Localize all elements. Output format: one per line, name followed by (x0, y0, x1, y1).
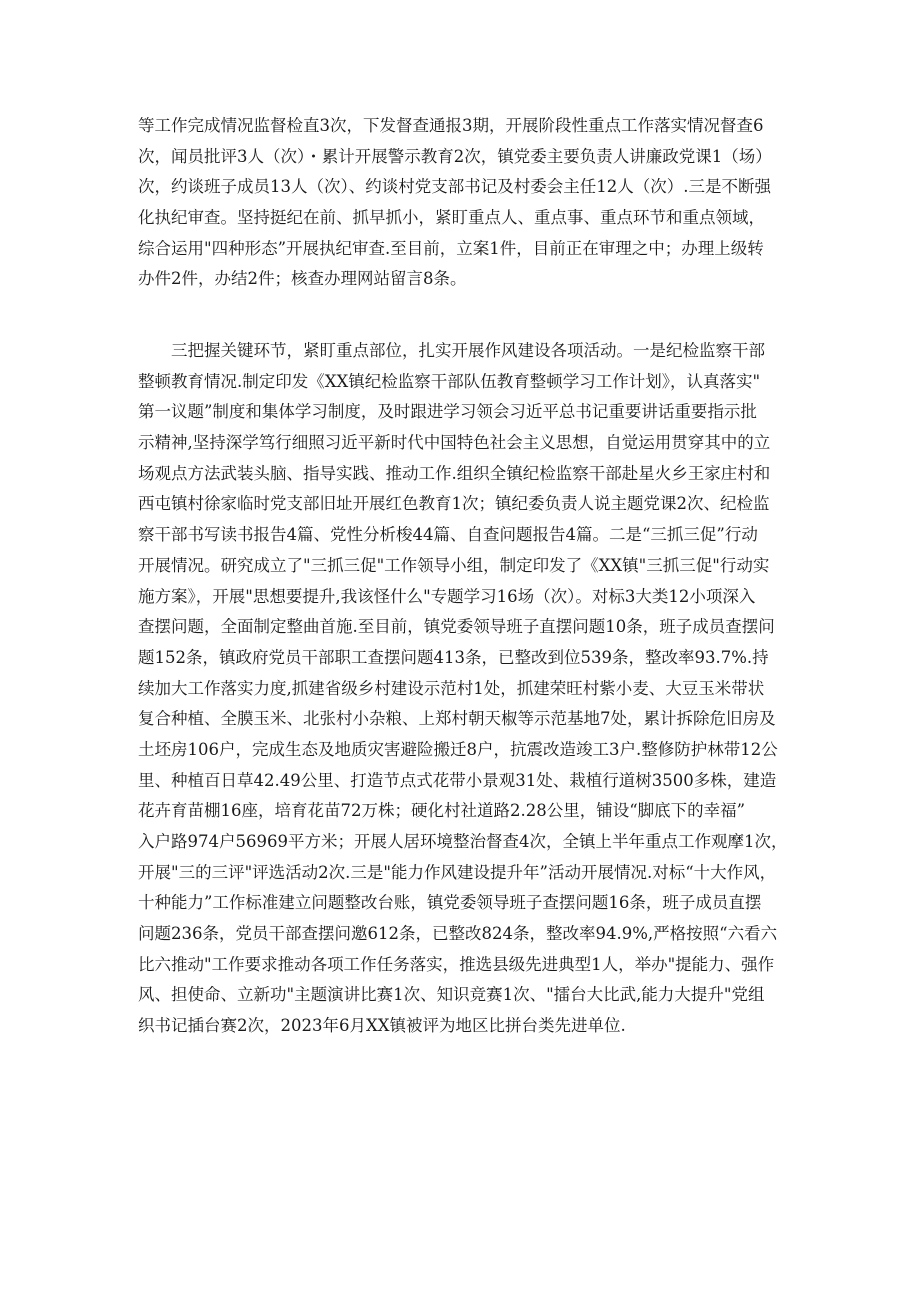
paragraph-2-line: 示精神,坚持深学笃行细照习近平新时代中国特色社会主义思想，自觉运用贯穿其中的立 (138, 433, 771, 453)
paragraph-2-first-line: 三把握关键环节，紧盯重点部位，扎实开展作风建设各项活动。一是纪检监察干部 (171, 341, 765, 360)
paragraph-1-line: 等工作完成情况监督检直3次，下发督查通报3期，开展阶段性重点工作落实情况督查6 (138, 116, 764, 135)
paragraph-1-line: 次，闻员批评3人（次）・累计开展警示教育2次，镇党委主要负责人讲廉政党课1（场） (138, 146, 772, 166)
paragraph-2-line: 织书记插台赛2次，2023年6月XX镇被评为地区比拼台类先进单位. (138, 1016, 626, 1036)
paragraph-2-line: 开展情况。研究成立了"三抓三促"工作领导小组，制定印发了《XX镇"三抓三促"行动实 (138, 555, 770, 575)
paragraph-1-line: 次，约谈班子成员13人（次）、约谈村党支部书记及村委会主任12人（次）.三是不断强 (138, 177, 771, 197)
paragraph-1 (138, 111, 788, 295)
paragraph-2-line: 第一议题”制度和集体学习制度，及时跟进学习领会习近平总书记重要讲话重要指示批 (138, 402, 757, 422)
paragraph-1-line: 化执纪审查。坚持挺纪在前、抓早抓小，紧盯重点人、重点事、重点环节和重点领域， (138, 208, 765, 228)
paragraph-2-line: 开展"三的三评"评选活动2次.三是"能力作风建设提升年”活动开展情况.对标“十大作风， (138, 862, 777, 882)
paragraph-2-line: 施方案》，开展"思想要提升,我该怪什么"专题学习16场（次）。对标3大类12小项深入 (138, 586, 756, 606)
paragraph-2-line: 续加大工作落实力度,抓建省级乡村建设示范村1处，抓建荣旺村紫小麦、大豆玉米带状 (138, 678, 765, 698)
paragraph-2-line: 十种能力”工作标准建立问题整改台账，镇党委领导班子查摆问题16条，班子成员直摆 (138, 893, 762, 913)
paragraph-2-line: 场观点方法武装头脑、指导实践、推动工作.组织全镇纪检监察干部赴星火乡王家庄村和 (138, 463, 771, 483)
paragraph-2-line: 里、种植百日草42.49公里、打造节点式花带小景观31处、栽植行道树3500多株，建造 (138, 770, 777, 790)
paragraph-2-line: 比六推动"工作要求推动各项工作任务落实，推选县级先进典型1人，举办"提能力、强作 (138, 954, 775, 974)
paragraph-2-line: 花卉育苗棚16座，培育花苗72万株；硬化村社道路2.28公里，铺设“脚底下的幸福” (138, 801, 746, 821)
paragraph-2 (138, 336, 788, 1042)
paragraph-1-line: 综合运用"四种形态”开展执纪审查.至目前，立案1件，目前正在审理之中；办理上级转 (138, 238, 764, 258)
paragraph-2-line: 查摆问题，全面制定整曲首施.至目前，镇党委领导班子直摆问题10条，班子成员查摆问 (138, 617, 775, 637)
paragraph-2-line: 察干部书写读书报告4篇、党性分析梭44篇、自查问题报告4篇。二是“三抓三促”行动 (138, 525, 758, 545)
paragraph-2-line: 入户路974户56969平方米；开展人居环境整治督查4次，全镇上半年重点工作观摩1次， (138, 832, 788, 851)
paragraph-2-line: 整顿教育情况.制定印发《XX镇纪检监察干部队伍教育整顿学习工作计划》，认真落实" (138, 371, 761, 391)
paragraph-2-line: 土坯房106户，完成生态及地质灾害避险搬迁8户，抗震改造竣工3户.整修防护林带12公 (138, 739, 778, 759)
paragraph-2-line: 复合种植、全膜玉米、北张村小杂粮、上郑村朝天椒等示范基地7处，累计拆除危旧房及 (138, 709, 776, 729)
paragraph-2-line: 风、担使命、立新功"主题演讲比赛1次、知识竞赛1次、"擂台大比武,能力大提升"党组 (138, 985, 765, 1005)
paragraph-2-line: 题152条，镇政府党员干部职工查摆问题413条，已整改到位539条，整改率93.7%.持 (138, 647, 769, 667)
paragraph-2-line: 问题236条，党员干部查摆问邀612条，已整改824条，整改率94.9%,严格按照“六看六 (138, 924, 778, 944)
paragraph-2-line: 西屯镇村徐家临时党支部旧址开展红色教育1次；镇纪委负责人说主题党课2次、纪检监 (138, 494, 770, 514)
paragraph-1-line: 办件2件，办结2件；核查办理网站留言8条。 (138, 269, 467, 289)
